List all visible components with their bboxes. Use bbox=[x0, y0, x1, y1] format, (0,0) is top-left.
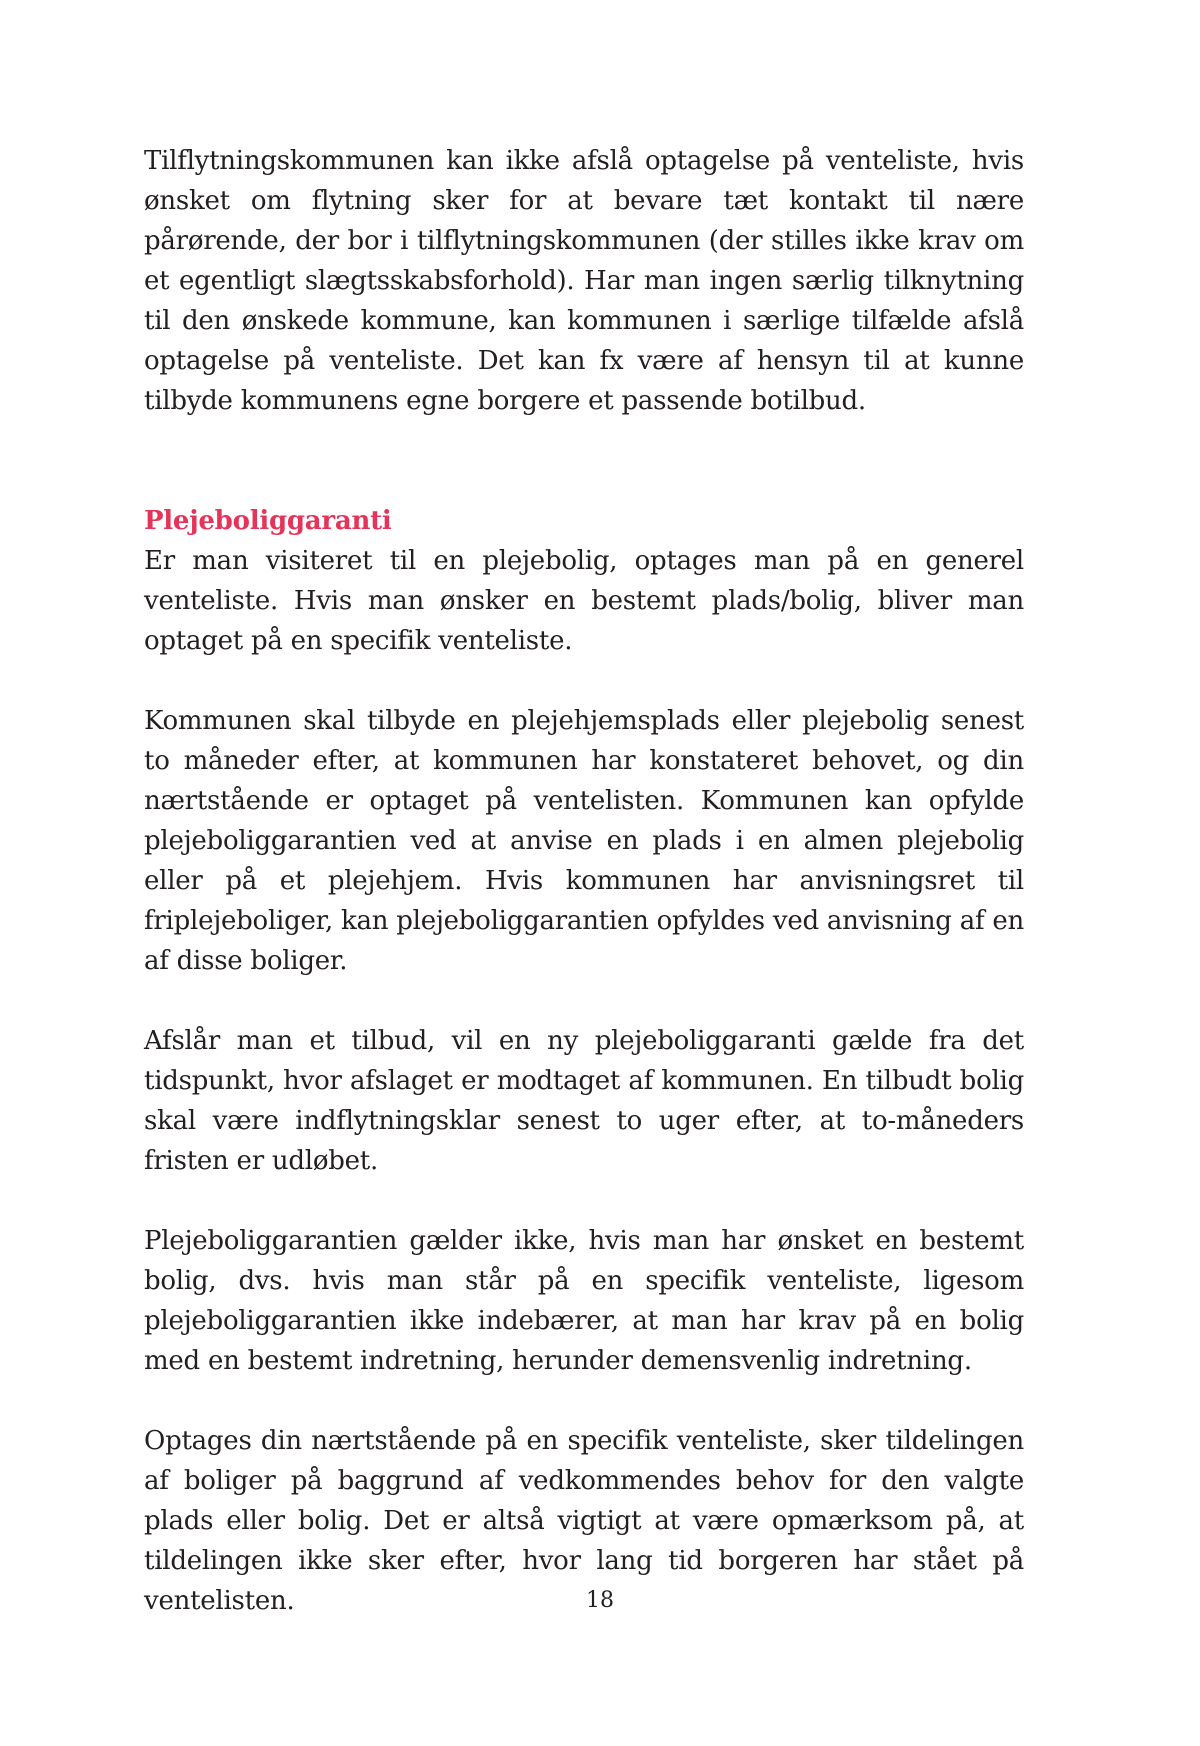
intro-paragraph: Tilflytningskommunen kan ikke afslå optagelse på venteliste, hvis ønsket om flytning sker for at bevare tæt kontakt til nære pårørende, der bor i tilflytningskommunen (der stilles ikke krav om et egentligt slægtsskabsforhold). Har man ingen særlig tilknytning til den ønskede kommune, kan kommunen i særlige tilfælde afslå optagelse på venteliste. Det kan fx være af hensyn til at kunne tilbyde kommunens egne borgere et passende botilbud. bbox=[144, 146, 1024, 416]
section-paragraph: Plejeboliggarantien gælder ikke, hvis man har ønsket en bestemt bolig, dvs. hvis man står på en specifik venteliste, ligesom plejeboliggarantien ikke indebærer, at man har krav på en bolig med en bestemt indretning, herunder demensvenlig indretning. bbox=[144, 1226, 1024, 1376]
section-heading-plejeboliggaranti: Plejeboliggaranti bbox=[144, 506, 392, 536]
page-body bbox=[144, 141, 1024, 1621]
page-number: 18 bbox=[586, 1588, 614, 1613]
section-paragraph: Er man visiteret til en plejebolig, optages man på en generel venteliste. Hvis man ønsker en bestemt plads/bolig, bliver man optaget på en specifik venteliste. bbox=[144, 546, 1024, 656]
section-paragraph: Kommunen skal tilbyde en plejehjemsplads eller plejebolig senest to måneder efter, at kommunen har konstateret behovet, og din nærtstående er optaget på ventelisten. Kommunen kan opfylde plejeboliggarantien ved at anvise en plads i en almen plejebolig eller på et plejehjem. Hvis kommunen har anvisningsret til friplejeboliger, kan plejeboliggarantien opfyldes ved anvisning af en af disse boliger. bbox=[144, 706, 1024, 976]
section-paragraph: Optages din nærtstående på en specifik venteliste, sker tildelingen af boliger på baggrund af vedkommendes behov for den valgte plads eller bolig. Det er altså vigtigt at være opmærksom på, at tildelingen ikke sker efter, hvor lang tid borgeren har stået på ventelisten. bbox=[144, 1426, 1024, 1616]
section-paragraph: Afslår man et tilbud, vil en ny plejeboliggaranti gælde fra det tidspunkt, hvor afslaget er modtaget af kommunen. En tilbudt bolig skal være indflytningsklar senest to uger efter, at to-måneders fristen er udløbet. bbox=[144, 1026, 1024, 1176]
